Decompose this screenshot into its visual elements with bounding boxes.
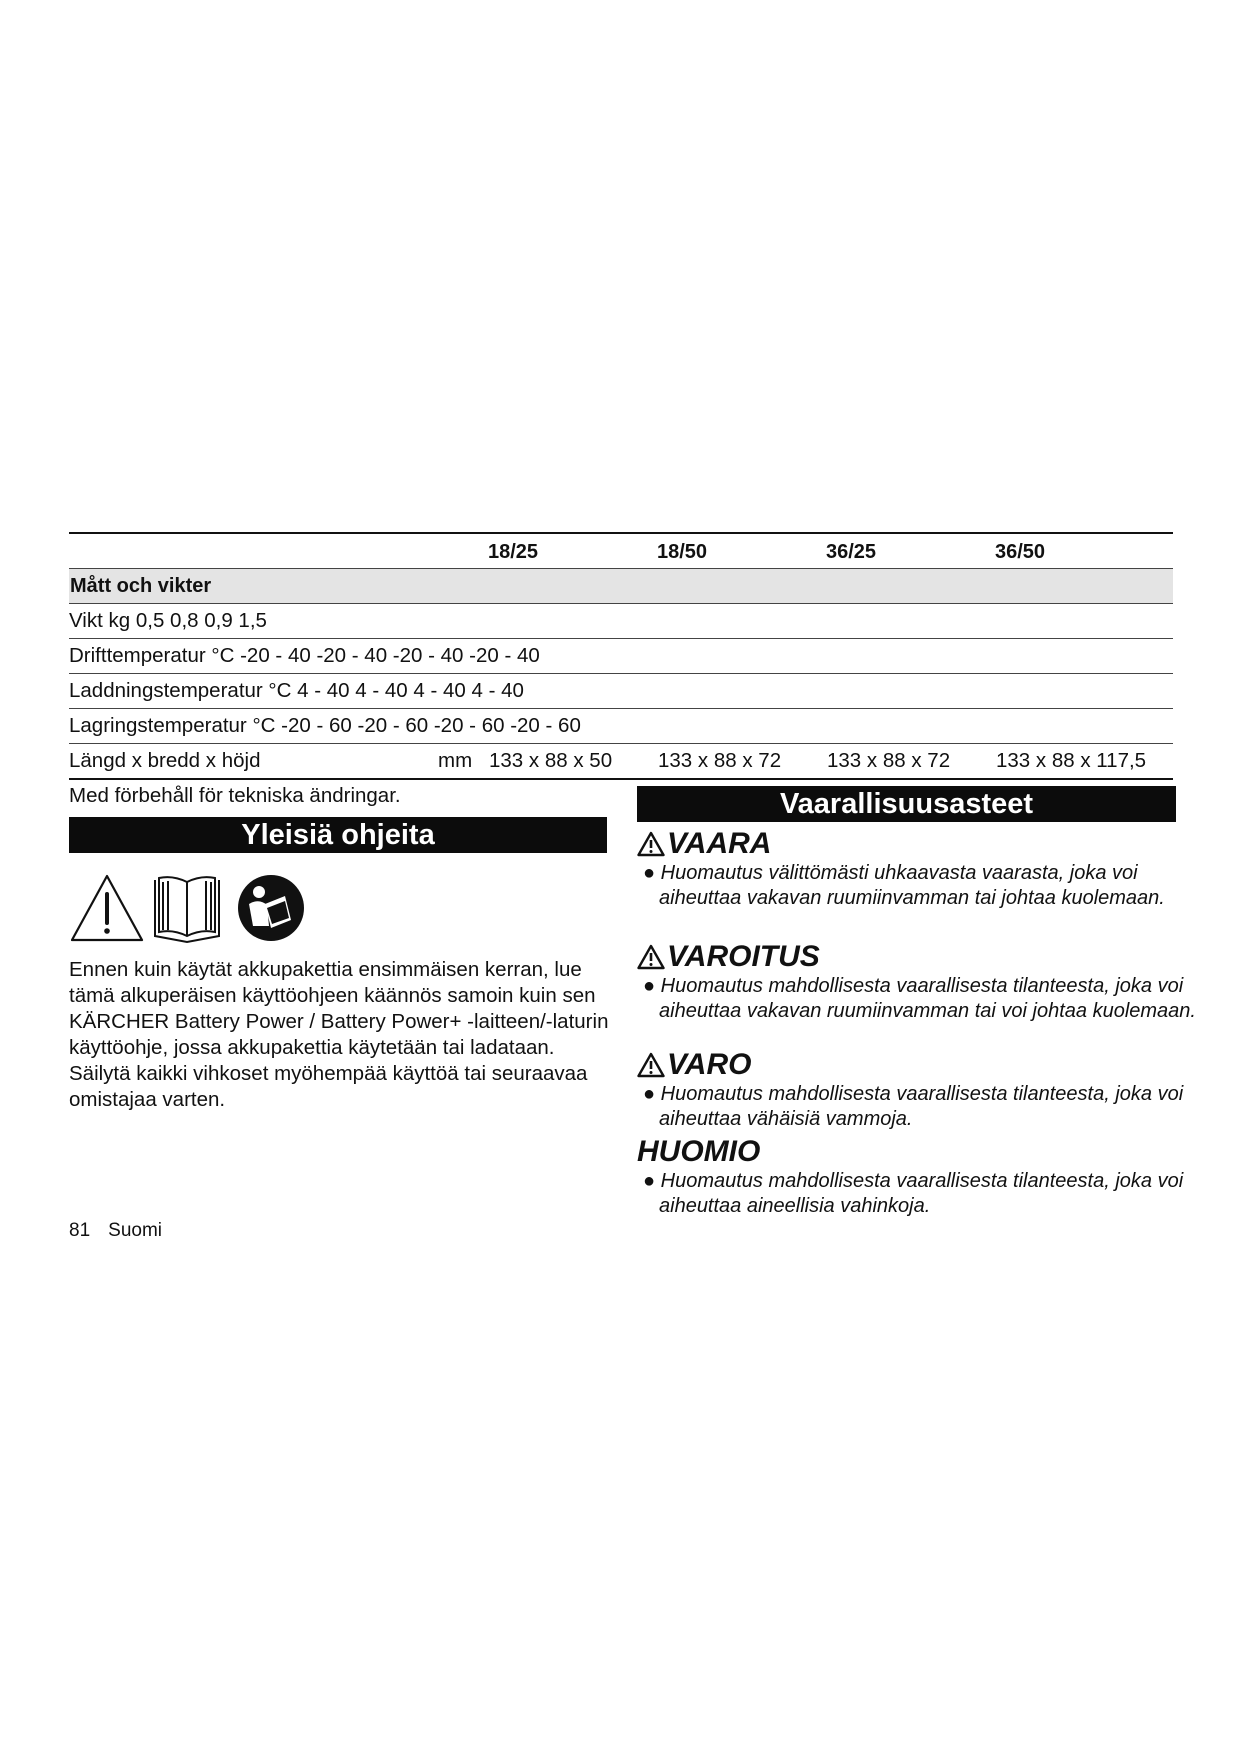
manual-book-icon: [155, 877, 219, 942]
dimension-unit: mm: [438, 749, 473, 772]
page-number: 81: [69, 1220, 91, 1241]
table-section-heading: Mått och vikter: [69, 569, 1173, 604]
general-instructions-heading: Yleisiä ohjeita: [69, 817, 607, 853]
safety-pictograms: [71, 872, 311, 944]
hazard-description: ● Huomautus mahdollisesta vaarallisesta tilanteesta, joka voi aiheuttaa aineellisia vahinkoja.: [643, 1170, 1184, 1217]
column-header: 36/25: [826, 541, 877, 563]
hazard-level-varoitus: [637, 940, 1204, 1024]
hazard-levels-heading: Vaarallisuusasteet: [637, 786, 1176, 822]
column-header: 18/50: [657, 541, 708, 563]
hazard-description: ● Huomautus välittömästi uhkaavasta vaarasta, joka voi aiheuttaa vakavan ruumiinvamman tai johtaa kuolemaan.: [643, 862, 1165, 909]
footer-language: Suomi: [108, 1220, 162, 1241]
table-row: Vikt kg 0,5 0,8 0,9 1,5: [69, 604, 1173, 639]
warning-triangle-icon: [637, 944, 665, 970]
table-row-dimensions: [69, 744, 1173, 780]
general-instructions-text: [69, 957, 609, 1113]
page-footer: [69, 1220, 162, 1242]
dimension-value: 133 x 88 x 72: [827, 749, 951, 772]
hazard-title: VAROITUS: [667, 940, 820, 973]
hazard-description: ● Huomautus mahdollisesta vaarallisesta tilanteesta, joka voi aiheuttaa vähäisiä vammoja.: [643, 1083, 1184, 1130]
hazard-title: VAARA: [667, 827, 772, 860]
dimension-label: Längd x bredd x höjd: [69, 749, 261, 772]
warning-triangle-icon: [72, 876, 142, 940]
technical-change-note: Med förbehåll för tekniska ändringar.: [69, 784, 401, 807]
hazard-level-vaara: [637, 827, 1204, 911]
hazard-title: VARO: [667, 1048, 752, 1081]
warning-triangle-icon: [637, 1052, 665, 1078]
hazard-level-varo: [637, 1048, 1204, 1132]
hazard-description: ● Huomautus mahdollisesta vaarallisesta tilanteesta, joka voi aiheuttaa vakavan ruumiinvamman tai voi johtaa kuolemaan.: [643, 975, 1196, 1022]
paragraph: Säilytä kaikki vihkoset myöhempää käyttöä tai seuraavaa omistajaa varten.: [69, 1062, 588, 1111]
column-header: 18/25: [488, 541, 539, 563]
hazard-title: HUOMIO: [637, 1135, 761, 1168]
read-manual-icon: [238, 875, 304, 941]
table-row: Drifttemperatur °C -20 - 40 -20 - 40 -20 - 40 -20 - 40: [69, 639, 1173, 674]
dimension-value: 133 x 88 x 72: [658, 749, 782, 772]
paragraph: Ennen kuin käytät akkupakettia ensimmäisen kerran, lue tämä alkuperäisen käyttöohjeen käännös samoin kuin sen KÄRCHER Battery Power / Battery Power+ -laitteen/-laturin käyttöohje, jossa akkupakettia käytetään tai ladataan.: [69, 958, 609, 1059]
dimension-value: 133 x 88 x 117,5: [996, 749, 1147, 772]
table-row: Lagringstemperatur °C -20 - 60 -20 - 60 -20 - 60 -20 - 60: [69, 709, 1173, 744]
warning-triangle-icon: [637, 831, 665, 857]
table-row: Laddningstemperatur °C 4 - 40 4 - 40 4 - 40 4 - 40: [69, 674, 1173, 709]
spec-table: [69, 532, 1173, 780]
hazard-level-huomio: [637, 1135, 1204, 1219]
column-header: 36/50: [995, 541, 1046, 563]
table-header-row: [69, 532, 1173, 569]
dimension-value: 133 x 88 x 50: [489, 749, 613, 772]
